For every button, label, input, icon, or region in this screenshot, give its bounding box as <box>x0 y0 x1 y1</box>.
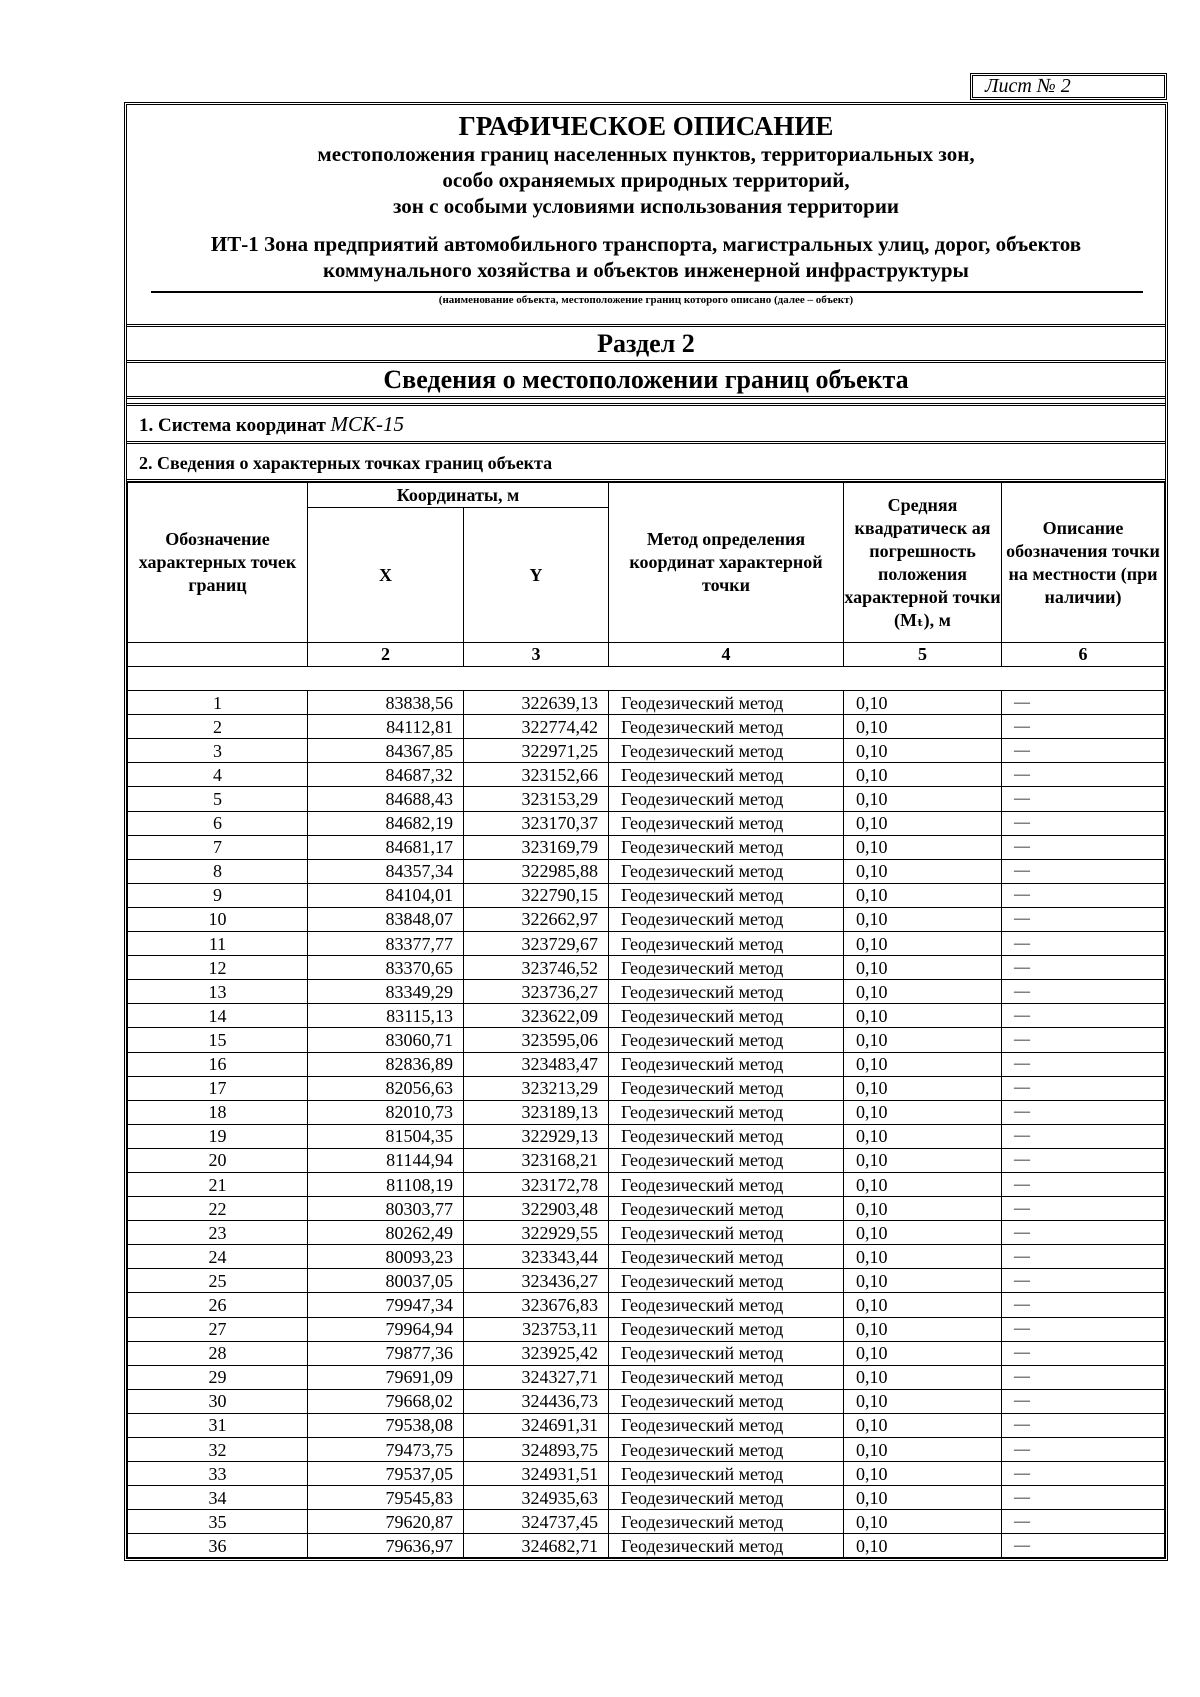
cell-coord-y: 323676,83 <box>464 1293 609 1317</box>
cell-method: Геодезический метод <box>609 1317 844 1341</box>
cell-coord-x: 79668,02 <box>308 1389 464 1413</box>
table-row <box>128 1076 1165 1100</box>
cell-point-label: 25 <box>128 1269 308 1293</box>
cell-coord-y: 323729,67 <box>464 932 609 956</box>
table-row <box>128 715 1165 739</box>
table-row <box>128 1052 1165 1076</box>
cell-accuracy: 0,10 <box>844 1004 1002 1028</box>
table-row <box>128 1413 1165 1437</box>
cell-description: — <box>1002 1534 1165 1558</box>
cell-coord-x: 84357,34 <box>308 859 464 883</box>
cell-point-label: 5 <box>128 787 308 811</box>
cell-accuracy: 0,10 <box>844 1245 1002 1269</box>
cell-method: Геодезический метод <box>609 1004 844 1028</box>
cell-description: — <box>1002 956 1165 980</box>
th-num-5: 5 <box>844 643 1002 667</box>
table-row <box>128 1245 1165 1269</box>
cell-point-label: 21 <box>128 1172 308 1196</box>
object-name-line-2: коммунального хозяйства и объектов инженерной инфраструктуры <box>323 258 969 282</box>
cell-point-label: 1 <box>128 691 308 715</box>
cell-accuracy: 0,10 <box>844 932 1002 956</box>
cell-coord-x: 79473,75 <box>308 1438 464 1462</box>
cell-description: — <box>1002 1004 1165 1028</box>
cell-accuracy: 0,10 <box>844 835 1002 859</box>
cell-description: — <box>1002 1172 1165 1196</box>
points-heading: 2. Сведения о характерных точках границ объекта <box>127 444 1165 482</box>
cell-method: Геодезический метод <box>609 811 844 835</box>
cell-description: — <box>1002 1365 1165 1389</box>
cell-method: Геодезический метод <box>609 763 844 787</box>
cell-accuracy: 0,10 <box>844 1197 1002 1221</box>
cell-accuracy: 0,10 <box>844 1148 1002 1172</box>
table-row <box>128 1197 1165 1221</box>
cell-coord-y: 322971,25 <box>464 739 609 763</box>
cell-coord-x: 79545,83 <box>308 1486 464 1510</box>
cell-accuracy: 0,10 <box>844 1076 1002 1100</box>
cell-point-label: 28 <box>128 1341 308 1365</box>
cell-method: Геодезический метод <box>609 835 844 859</box>
cell-accuracy: 0,10 <box>844 1438 1002 1462</box>
cell-description: — <box>1002 932 1165 956</box>
cell-accuracy: 0,10 <box>844 1052 1002 1076</box>
cell-method: Геодезический метод <box>609 1124 844 1148</box>
cell-accuracy: 0,10 <box>844 1293 1002 1317</box>
cell-coord-x: 79537,05 <box>308 1462 464 1486</box>
cell-description: — <box>1002 1341 1165 1365</box>
cell-description: — <box>1002 1052 1165 1076</box>
table-row <box>128 1317 1165 1341</box>
cell-coord-y: 323189,13 <box>464 1100 609 1124</box>
cell-coord-y: 323152,66 <box>464 763 609 787</box>
cell-description: — <box>1002 835 1165 859</box>
cell-method: Геодезический метод <box>609 1389 844 1413</box>
th-num-1 <box>128 643 308 667</box>
cell-point-label: 15 <box>128 1028 308 1052</box>
cell-coord-y: 324327,71 <box>464 1365 609 1389</box>
cell-coord-y: 323746,52 <box>464 956 609 980</box>
table-row <box>128 1438 1165 1462</box>
cell-coord-x: 80303,77 <box>308 1197 464 1221</box>
cell-point-label: 23 <box>128 1221 308 1245</box>
table-row <box>128 1510 1165 1534</box>
subtitle-line-3: зон с особыми условиями использования территории <box>392 194 900 218</box>
th-x: X <box>308 508 464 643</box>
cell-method: Геодезический метод <box>609 715 844 739</box>
cell-method: Геодезический метод <box>609 1269 844 1293</box>
cell-description: — <box>1002 811 1165 835</box>
cell-point-label: 9 <box>128 883 308 907</box>
th-point-label: Обозначение характерных точек границ <box>128 483 308 643</box>
table-row <box>128 835 1165 859</box>
table-row <box>128 883 1165 907</box>
table-row <box>128 1389 1165 1413</box>
crs-label: 1. Система координат <box>139 415 326 436</box>
cell-coord-x: 81504,35 <box>308 1124 464 1148</box>
cell-method: Геодезический метод <box>609 1100 844 1124</box>
cell-coord-y: 322985,88 <box>464 859 609 883</box>
cell-method: Геодезический метод <box>609 1245 844 1269</box>
table-row <box>128 1486 1165 1510</box>
cell-coord-y: 323753,11 <box>464 1317 609 1341</box>
table-row <box>128 811 1165 835</box>
cell-accuracy: 0,10 <box>844 1534 1002 1558</box>
table-row <box>128 1341 1165 1365</box>
cell-coord-y: 323622,09 <box>464 1004 609 1028</box>
cell-method: Геодезический метод <box>609 1076 844 1100</box>
cell-coord-x: 79691,09 <box>308 1365 464 1389</box>
cell-accuracy: 0,10 <box>844 907 1002 931</box>
cell-point-label: 20 <box>128 1148 308 1172</box>
cell-method: Геодезический метод <box>609 1221 844 1245</box>
cell-coord-y: 324737,45 <box>464 1510 609 1534</box>
crs-value: МСК-15 <box>330 412 404 436</box>
cell-point-label: 17 <box>128 1076 308 1100</box>
cell-coord-x: 82010,73 <box>308 1100 464 1124</box>
cell-coord-y: 322774,42 <box>464 715 609 739</box>
cell-coord-x: 79636,97 <box>308 1534 464 1558</box>
cell-method: Геодезический метод <box>609 1510 844 1534</box>
cell-point-label: 27 <box>128 1317 308 1341</box>
th-num-3: 3 <box>464 643 609 667</box>
table-row <box>128 1462 1165 1486</box>
cell-description: — <box>1002 1486 1165 1510</box>
cell-accuracy: 0,10 <box>844 787 1002 811</box>
document-frame <box>124 102 1168 1561</box>
cell-coord-y: 324682,71 <box>464 1534 609 1558</box>
th-y: Y <box>464 508 609 643</box>
cell-coord-y: 323213,29 <box>464 1076 609 1100</box>
cell-point-label: 29 <box>128 1365 308 1389</box>
cell-method: Геодезический метод <box>609 932 844 956</box>
cell-accuracy: 0,10 <box>844 956 1002 980</box>
cell-accuracy: 0,10 <box>844 739 1002 763</box>
cell-point-label: 19 <box>128 1124 308 1148</box>
cell-method: Геодезический метод <box>609 1365 844 1389</box>
th-num-2: 2 <box>308 643 464 667</box>
cell-description: — <box>1002 1462 1165 1486</box>
cell-coord-y: 322929,55 <box>464 1221 609 1245</box>
cell-coord-x: 80037,05 <box>308 1269 464 1293</box>
cell-method: Геодезический метод <box>609 691 844 715</box>
cell-coord-x: 82836,89 <box>308 1052 464 1076</box>
cell-description: — <box>1002 1221 1165 1245</box>
cell-coord-y: 324931,51 <box>464 1462 609 1486</box>
cell-description: — <box>1002 907 1165 931</box>
cell-coord-x: 83377,77 <box>308 932 464 956</box>
table-row <box>128 691 1165 715</box>
cell-accuracy: 0,10 <box>844 1100 1002 1124</box>
cell-coord-x: 84682,19 <box>308 811 464 835</box>
cell-accuracy: 0,10 <box>844 980 1002 1004</box>
cell-point-label: 16 <box>128 1052 308 1076</box>
cell-accuracy: 0,10 <box>844 859 1002 883</box>
cell-accuracy: 0,10 <box>844 1510 1002 1534</box>
cell-point-label: 7 <box>128 835 308 859</box>
th-coordinates: Координаты, м <box>308 483 609 508</box>
sheet-number: Лист № 2 <box>970 73 1167 100</box>
cell-point-label: 4 <box>128 763 308 787</box>
cell-coord-y: 323925,42 <box>464 1341 609 1365</box>
table-row <box>128 859 1165 883</box>
cell-coord-y: 323343,44 <box>464 1245 609 1269</box>
cell-method: Геодезический метод <box>609 1486 844 1510</box>
cell-accuracy: 0,10 <box>844 1269 1002 1293</box>
subtitle-line-2: особо охраняемых природных территорий, <box>442 168 850 192</box>
cell-point-label: 35 <box>128 1510 308 1534</box>
cell-description: — <box>1002 763 1165 787</box>
cell-coord-y: 323168,21 <box>464 1148 609 1172</box>
table-row <box>128 763 1165 787</box>
table-row <box>128 1172 1165 1196</box>
cell-coord-y: 324691,31 <box>464 1413 609 1437</box>
cell-coord-y: 323595,06 <box>464 1028 609 1052</box>
coordinate-system <box>127 406 1165 444</box>
cell-coord-x: 83349,29 <box>308 980 464 1004</box>
cell-method: Геодезический метод <box>609 883 844 907</box>
table-row <box>128 1028 1165 1052</box>
cell-point-label: 14 <box>128 1004 308 1028</box>
table-row <box>128 787 1165 811</box>
cell-coord-y: 323483,47 <box>464 1052 609 1076</box>
spacer <box>127 399 1165 406</box>
cell-description: — <box>1002 883 1165 907</box>
table-row <box>128 1124 1165 1148</box>
cell-coord-y: 322903,48 <box>464 1197 609 1221</box>
cell-method: Геодезический метод <box>609 1172 844 1196</box>
cell-point-label: 30 <box>128 1389 308 1413</box>
cell-coord-y: 323736,27 <box>464 980 609 1004</box>
section-subtitle: Сведения о местоположении границ объекта <box>127 363 1165 399</box>
cell-coord-x: 84112,81 <box>308 715 464 739</box>
cell-point-label: 18 <box>128 1100 308 1124</box>
cell-coord-x: 83115,13 <box>308 1004 464 1028</box>
points-table-body <box>128 691 1165 1558</box>
cell-method: Геодезический метод <box>609 859 844 883</box>
cell-description: — <box>1002 1510 1165 1534</box>
cell-point-label: 32 <box>128 1438 308 1462</box>
cell-coord-x: 82056,63 <box>308 1076 464 1100</box>
cell-method: Геодезический метод <box>609 956 844 980</box>
cell-method: Геодезический метод <box>609 1028 844 1052</box>
cell-coord-x: 84367,85 <box>308 739 464 763</box>
th-accuracy: Средняя квадратическ ая погрешность положения характерной точки (Mₜ), м <box>844 483 1002 643</box>
cell-accuracy: 0,10 <box>844 1124 1002 1148</box>
cell-description: — <box>1002 691 1165 715</box>
cell-coord-x: 81144,94 <box>308 1148 464 1172</box>
cell-method: Геодезический метод <box>609 1148 844 1172</box>
cell-point-label: 34 <box>128 1486 308 1510</box>
cell-description: — <box>1002 859 1165 883</box>
cell-coord-y: 322929,13 <box>464 1124 609 1148</box>
cell-coord-y: 323170,37 <box>464 811 609 835</box>
cell-description: — <box>1002 1317 1165 1341</box>
cell-coord-x: 80093,23 <box>308 1245 464 1269</box>
cell-coord-x: 83838,56 <box>308 691 464 715</box>
cell-coord-x: 83060,71 <box>308 1028 464 1052</box>
cell-accuracy: 0,10 <box>844 1341 1002 1365</box>
th-description: Описание обозначения точки на местности (при наличии) <box>1002 483 1165 643</box>
cell-description: — <box>1002 787 1165 811</box>
cell-description: — <box>1002 1197 1165 1221</box>
cell-method: Геодезический метод <box>609 1052 844 1076</box>
cell-method: Геодезический метод <box>609 980 844 1004</box>
cell-coord-y: 323172,78 <box>464 1172 609 1196</box>
cell-coord-x: 84687,32 <box>308 763 464 787</box>
cell-method: Геодезический метод <box>609 1293 844 1317</box>
spacer-row <box>128 667 1165 691</box>
table-row <box>128 1534 1165 1558</box>
cell-coord-x: 79877,36 <box>308 1341 464 1365</box>
th-num-4: 4 <box>609 643 844 667</box>
cell-coord-y: 324436,73 <box>464 1389 609 1413</box>
table-row <box>128 1269 1165 1293</box>
cell-coord-y: 324893,75 <box>464 1438 609 1462</box>
cell-method: Геодезический метод <box>609 1341 844 1365</box>
table-row <box>128 1004 1165 1028</box>
cell-coord-y: 323169,79 <box>464 835 609 859</box>
cell-coord-x: 84681,17 <box>308 835 464 859</box>
object-name-line-1: ИТ-1 Зона предприятий автомобильного транспорта, магистральных улиц, дорог, объектов <box>210 232 1082 256</box>
cell-point-label: 8 <box>128 859 308 883</box>
document-title: ГРАФИЧЕСКОЕ ОПИСАНИЕ <box>458 111 834 141</box>
cell-coord-y: 323153,29 <box>464 787 609 811</box>
cell-description: — <box>1002 980 1165 1004</box>
cell-point-label: 2 <box>128 715 308 739</box>
cell-description: — <box>1002 1148 1165 1172</box>
cell-point-label: 26 <box>128 1293 308 1317</box>
table-row <box>128 1221 1165 1245</box>
cell-method: Геодезический метод <box>609 1197 844 1221</box>
cell-accuracy: 0,10 <box>844 1221 1002 1245</box>
cell-coord-x: 84104,01 <box>308 883 464 907</box>
cell-accuracy: 0,10 <box>844 1317 1002 1341</box>
cell-description: — <box>1002 1438 1165 1462</box>
cell-accuracy: 0,10 <box>844 811 1002 835</box>
cell-point-label: 6 <box>128 811 308 835</box>
cell-point-label: 24 <box>128 1245 308 1269</box>
cell-coord-y: 322790,15 <box>464 883 609 907</box>
cell-description: — <box>1002 1124 1165 1148</box>
table-row <box>128 932 1165 956</box>
th-num-6: 6 <box>1002 643 1165 667</box>
cell-description: — <box>1002 1100 1165 1124</box>
cell-method: Геодезический метод <box>609 907 844 931</box>
points-table <box>127 482 1165 1558</box>
cell-coord-y: 324935,63 <box>464 1486 609 1510</box>
cell-point-label: 33 <box>128 1462 308 1486</box>
table-row <box>128 1293 1165 1317</box>
object-underline <box>151 291 1143 293</box>
cell-accuracy: 0,10 <box>844 1389 1002 1413</box>
title-block <box>127 105 1165 327</box>
cell-method: Геодезический метод <box>609 739 844 763</box>
cell-description: — <box>1002 1076 1165 1100</box>
cell-coord-x: 80262,49 <box>308 1221 464 1245</box>
cell-method: Геодезический метод <box>609 1413 844 1437</box>
cell-coord-x: 84688,43 <box>308 787 464 811</box>
cell-method: Геодезический метод <box>609 1462 844 1486</box>
cell-point-label: 12 <box>128 956 308 980</box>
cell-description: — <box>1002 715 1165 739</box>
cell-description: — <box>1002 1269 1165 1293</box>
cell-coord-x: 79947,34 <box>308 1293 464 1317</box>
cell-accuracy: 0,10 <box>844 1172 1002 1196</box>
cell-accuracy: 0,10 <box>844 1413 1002 1437</box>
cell-description: — <box>1002 1413 1165 1437</box>
cell-point-label: 13 <box>128 980 308 1004</box>
cell-description: — <box>1002 1028 1165 1052</box>
cell-accuracy: 0,10 <box>844 715 1002 739</box>
cell-point-label: 36 <box>128 1534 308 1558</box>
cell-accuracy: 0,10 <box>844 1365 1002 1389</box>
cell-point-label: 31 <box>128 1413 308 1437</box>
cell-point-label: 10 <box>128 907 308 931</box>
cell-coord-y: 322639,13 <box>464 691 609 715</box>
cell-description: — <box>1002 1293 1165 1317</box>
th-method: Метод определения координат характерной точки <box>609 483 844 643</box>
cell-coord-x: 83370,65 <box>308 956 464 980</box>
cell-description: — <box>1002 1245 1165 1269</box>
cell-accuracy: 0,10 <box>844 1028 1002 1052</box>
cell-method: Геодезический метод <box>609 787 844 811</box>
section-title: Раздел 2 <box>127 327 1165 363</box>
cell-accuracy: 0,10 <box>844 691 1002 715</box>
cell-point-label: 3 <box>128 739 308 763</box>
table-row <box>128 1148 1165 1172</box>
cell-accuracy: 0,10 <box>844 883 1002 907</box>
object-caption: (наименование объекта, местоположение границ которого описано (далее – объект) <box>438 294 854 306</box>
cell-description: — <box>1002 739 1165 763</box>
cell-point-label: 11 <box>128 932 308 956</box>
cell-coord-x: 79620,87 <box>308 1510 464 1534</box>
table-row <box>128 1365 1165 1389</box>
table-row <box>128 956 1165 980</box>
cell-accuracy: 0,10 <box>844 1462 1002 1486</box>
cell-coord-x: 81108,19 <box>308 1172 464 1196</box>
cell-point-label: 22 <box>128 1197 308 1221</box>
subtitle-line-1: местоположения границ населенных пунктов, территориальных зон, <box>317 142 975 166</box>
cell-coord-x: 79538,08 <box>308 1413 464 1437</box>
cell-method: Геодезический метод <box>609 1534 844 1558</box>
table-row <box>128 980 1165 1004</box>
cell-coord-y: 322662,97 <box>464 907 609 931</box>
cell-coord-x: 79964,94 <box>308 1317 464 1341</box>
cell-coord-x: 83848,07 <box>308 907 464 931</box>
cell-method: Геодезический метод <box>609 1438 844 1462</box>
table-row <box>128 739 1165 763</box>
table-row <box>128 907 1165 931</box>
cell-accuracy: 0,10 <box>844 763 1002 787</box>
cell-accuracy: 0,10 <box>844 1486 1002 1510</box>
table-row <box>128 1100 1165 1124</box>
cell-description: — <box>1002 1389 1165 1413</box>
cell-coord-y: 323436,27 <box>464 1269 609 1293</box>
